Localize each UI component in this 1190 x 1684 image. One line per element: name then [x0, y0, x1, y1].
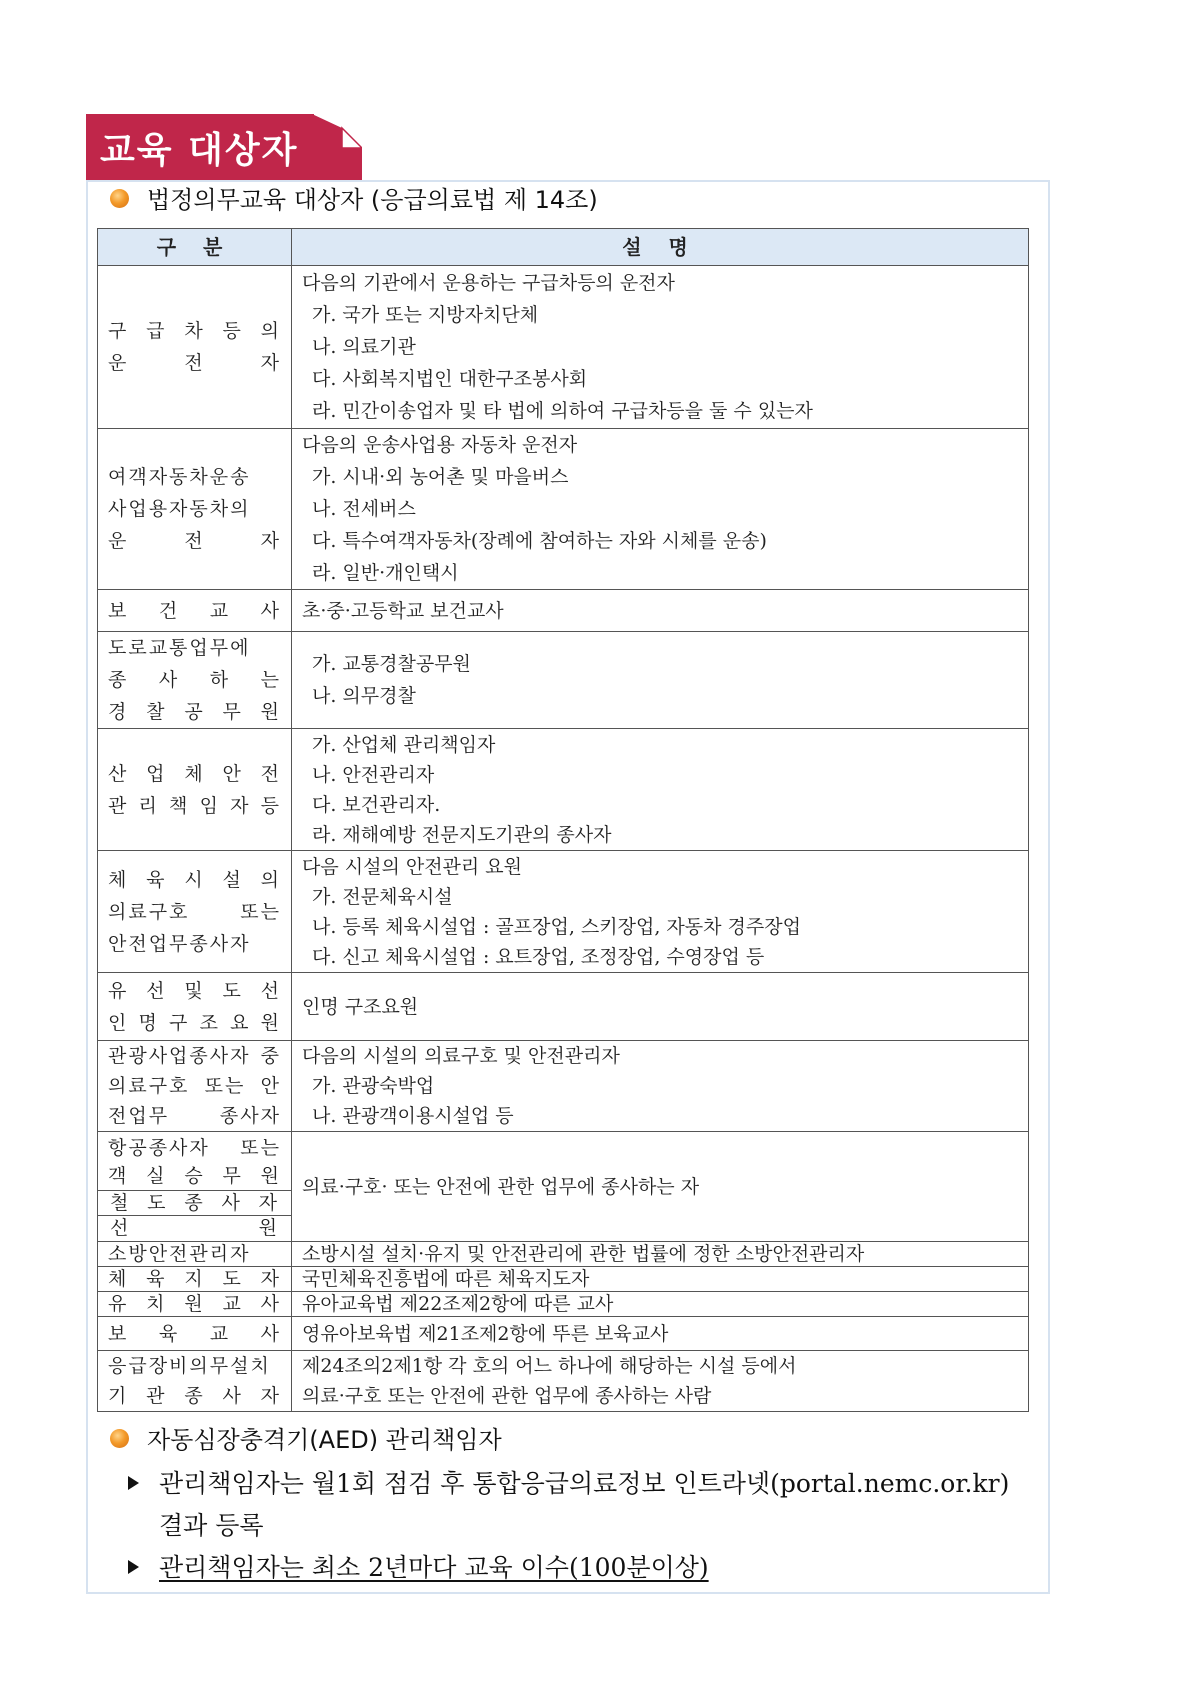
bullet-monthly-check-continued: 결과 등록 — [159, 1511, 264, 1540]
row-description: 소방시설 설치·유지 및 안전관리에 관한 법률에 정한 소방안전관리자 — [292, 1242, 1029, 1267]
row-description: 다음의 시설의 의료구호 및 안전관리자 가. 관광숙박업 나. 관광객이용시설업 등 — [292, 1041, 1029, 1132]
section-heading-mandatory-education — [110, 180, 598, 215]
orange-bullet-icon — [110, 1429, 129, 1448]
row-category: 응급장비의무설치 기 관 종 사 자 — [98, 1351, 292, 1412]
row-description: 영유아보육법 제21조제2항에 뚜른 보육교사 — [292, 1317, 1029, 1351]
row-category: 산 업 체 안 전 관 리 책 임 자 등 — [98, 729, 292, 851]
table-row — [98, 1041, 1029, 1132]
education-target-table — [97, 228, 1029, 1412]
table-row — [98, 1267, 1029, 1292]
table-row — [98, 973, 1029, 1041]
table-row — [98, 1292, 1029, 1317]
bullet-education-requirement: 관리책임자는 최소 2년마다 교육 이수(100분이상) — [128, 1548, 709, 1584]
table-row — [98, 266, 1029, 429]
row-category: 유 선 및 도 선 인 명 구 조 요 원 — [98, 973, 292, 1041]
section-banner — [86, 114, 362, 180]
row-description: 다음의 운송사업용 자동차 운전자 가. 시내·외 농어촌 및 마을버스 나. 전세버스 다. 특수여객자동차(장례에 참여하는 자와 시체를 운송) 라. 일반·개인택시 — [292, 429, 1029, 590]
row-description: 국민체육진흥법에 따른 체육지도자 — [292, 1267, 1029, 1292]
row-category: 관광사업종사자 중 의료구호 또는 안 전업무 종사자 — [98, 1041, 292, 1132]
section-heading-aed-manager — [110, 1420, 502, 1455]
row-description: 인명 구조요원 — [292, 973, 1029, 1041]
banner-flag-icon — [312, 114, 362, 180]
header-description: 설 명 — [292, 229, 1029, 266]
row-category: 구 급 차 등 의 운 전 자 — [98, 266, 292, 429]
row-category: 보 건 교 사 — [98, 590, 292, 632]
row-category: 소방안전관리자 — [98, 1242, 292, 1267]
bullet-monthly-check: 관리책임자는 월1회 점검 후 통합응급의료정보 인트라넷(portal.nemc.or.kr) — [128, 1464, 1009, 1500]
row-category: 도로교통업무에 종 사 하 는 경 찰 공 무 원 — [98, 632, 292, 729]
row-category: 체 육 시 설 의 의료구호 또는 안전업무종사자 — [98, 851, 292, 973]
table-row — [98, 1317, 1029, 1351]
section-title: 법정의무교육 대상자 (응급의료법 제 14조) — [147, 186, 598, 214]
table-row — [98, 1132, 1029, 1242]
table-row — [98, 729, 1029, 851]
row-category: 보 육 교 사 — [98, 1317, 292, 1351]
row-category: 항공종사자 또는 객 실 승 무 원 철 도 종 사 자 선 원 — [98, 1132, 292, 1242]
section-title: 자동심장충격기(AED) 관리책임자 — [147, 1426, 502, 1454]
row-description: 초·중·고등학교 보건교사 — [292, 590, 1029, 632]
table-header-row — [98, 229, 1029, 266]
triangle-bullet-icon — [128, 1476, 139, 1490]
row-description: 제24조의2제1항 각 호의 어느 하나에 해당하는 시설 등에서 의료·구호 또는 안전에 관한 업무에 종사하는 사람 — [292, 1351, 1029, 1412]
table-row — [98, 1242, 1029, 1267]
banner-title: 교육 대상자 — [100, 130, 299, 171]
row-description: 다음의 기관에서 운용하는 구급차등의 운전자 가. 국가 또는 지방자치단체 나. 의료기관 다. 사회복지법인 대한구조봉사회 라. 민간이송업자 및 타 법에 의하여 구급차등을 둘 수 있는자 — [292, 266, 1029, 429]
triangle-bullet-icon — [128, 1560, 139, 1574]
row-description: 의료·구호· 또는 안전에 관한 업무에 종사하는 자 — [292, 1132, 1029, 1242]
row-description: 가. 교통경찰공무원 나. 의무경찰 — [292, 632, 1029, 729]
table-row — [98, 851, 1029, 973]
table-row — [98, 1351, 1029, 1412]
row-category: 체 육 지 도 자 — [98, 1267, 292, 1292]
row-description: 유아교육법 제22조제2항에 따른 교사 — [292, 1292, 1029, 1317]
orange-bullet-icon — [110, 189, 129, 208]
row-description: 가. 산업체 관리책임자 나. 안전관리자 다. 보건관리자. 라. 재해예방 전문지도기관의 종사자 — [292, 729, 1029, 851]
row-category: 유 치 원 교 사 — [98, 1292, 292, 1317]
header-category: 구 분 — [98, 229, 292, 266]
table-row — [98, 590, 1029, 632]
table-row — [98, 429, 1029, 590]
table-row — [98, 632, 1029, 729]
row-description: 다음 시설의 안전관리 요원 가. 전문체육시설 나. 등록 체육시설업 : 골프장업, 스키장업, 자동차 경주장업 다. 신고 체육시설업 : 요트장업, 조정장업, 수영장업 등 — [292, 851, 1029, 973]
row-category: 여객자동차운송 사업용자동차의 운 전 자 — [98, 429, 292, 590]
